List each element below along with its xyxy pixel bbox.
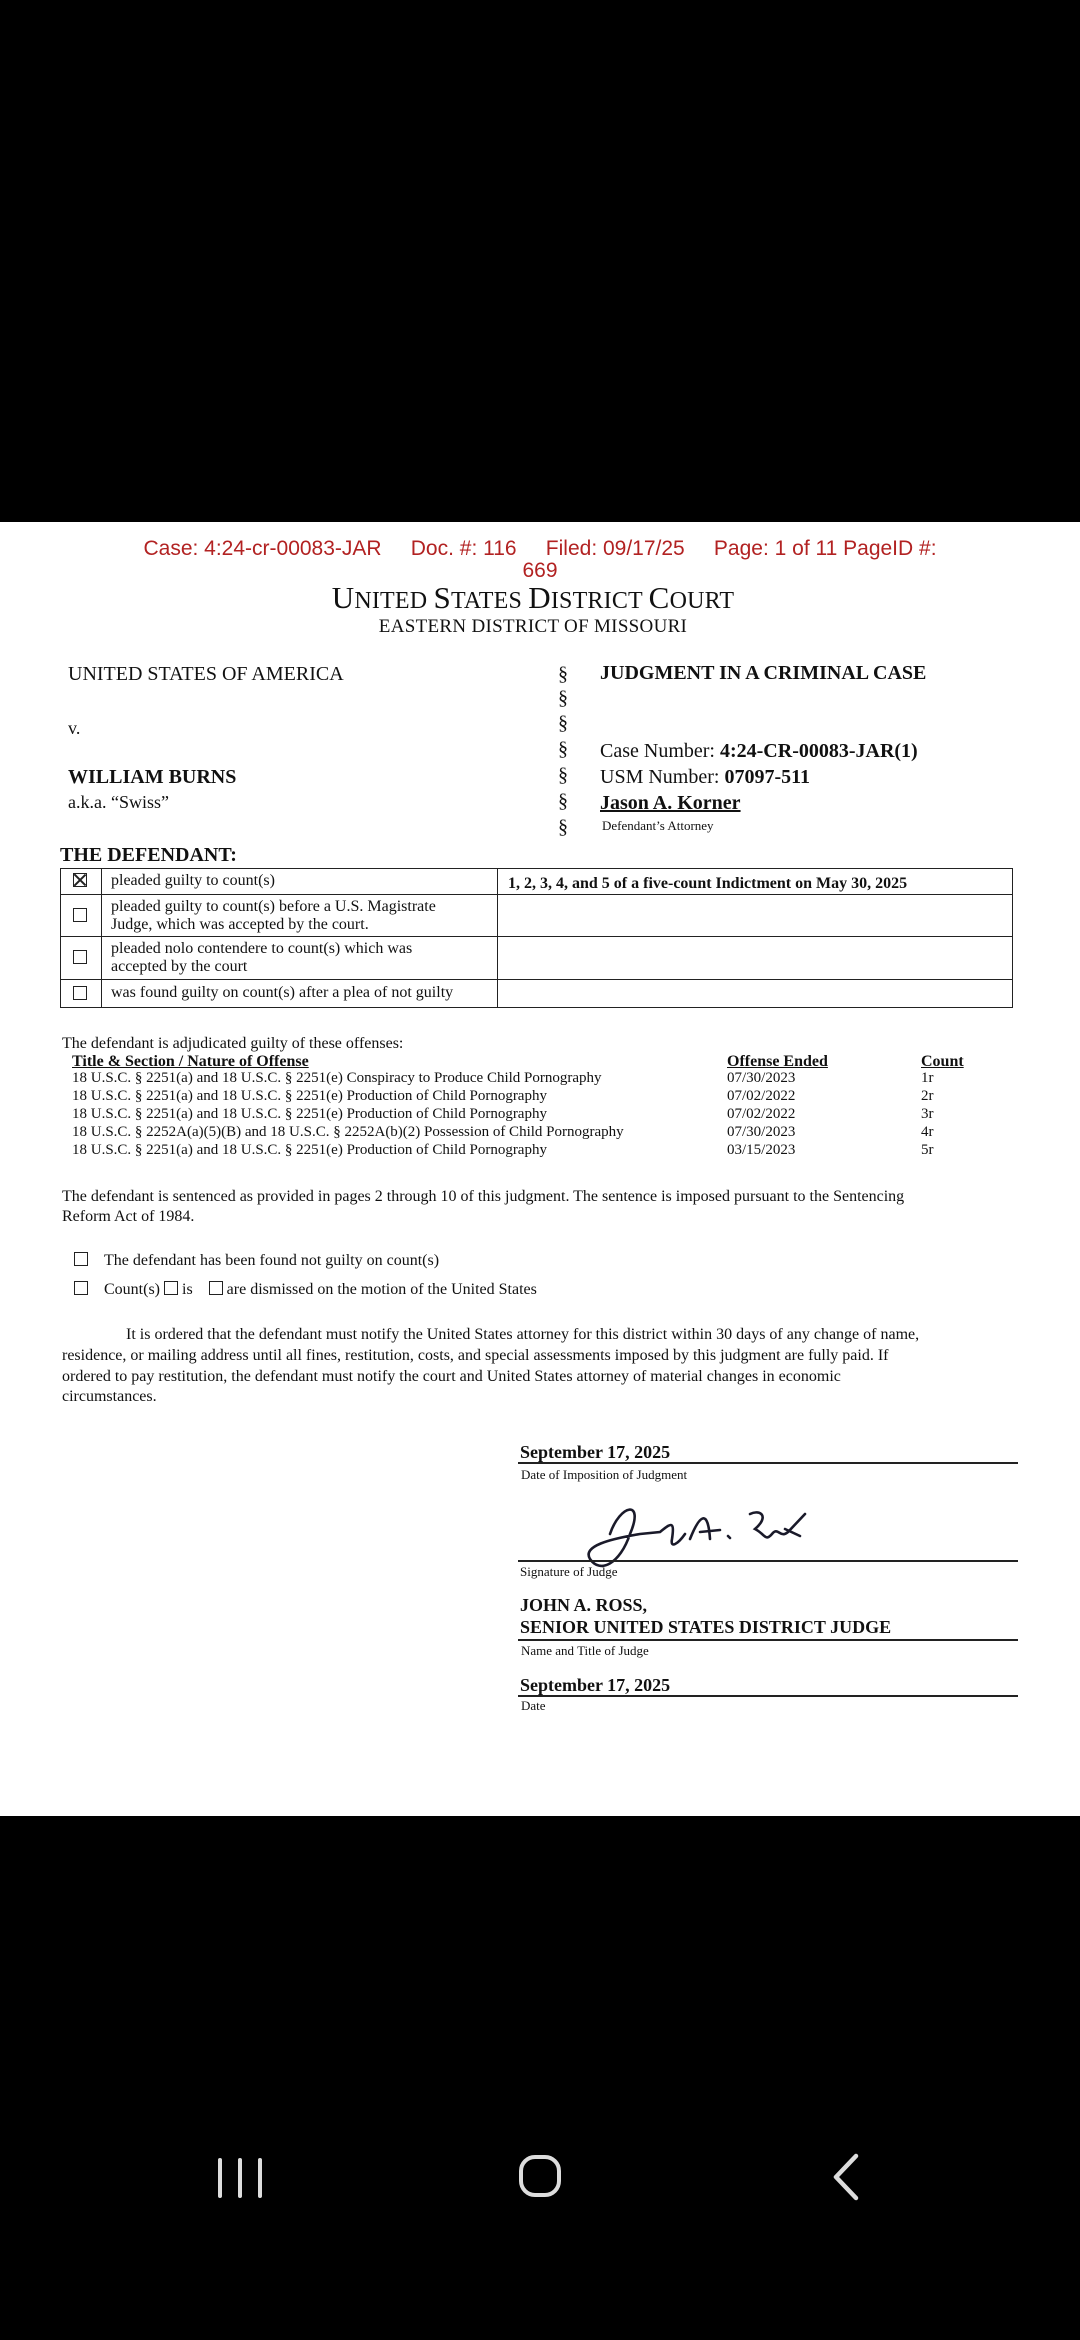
section-symbol: § — [558, 790, 568, 812]
offense-count: 1r — [921, 1070, 934, 1086]
divider — [518, 1639, 1018, 1641]
date-caption: Date — [521, 1698, 546, 1713]
checkbox — [73, 950, 87, 964]
offense-count: 5r — [921, 1142, 934, 1158]
offense-title: 18 U.S.C. § 2251(a) and 18 U.S.C. § 2251(e) Conspiracy to Produce Child Pornography — [72, 1070, 602, 1086]
versus: v. — [68, 718, 81, 738]
judge-name: JOHN A. ROSS, — [520, 1595, 648, 1615]
section-symbol: § — [558, 663, 568, 685]
home-icon[interactable] — [519, 2155, 561, 2197]
divider — [518, 1695, 1018, 1697]
judgment-date: September 17, 2025 — [520, 1675, 671, 1695]
plea-row: pleaded guilty to count(s) 1, 2, 3, 4, and 5 of a five-count Indictment on May 30, 2025 — [61, 869, 1012, 894]
plea-row: pleaded nolo contendere to count(s) which was accepted by the court — [61, 936, 1012, 979]
recent-apps-icon[interactable] — [218, 2158, 264, 2198]
not-guilty-line: The defendant has been found not guilty on count(s) — [74, 1252, 439, 1270]
attorney-caption: Defendant’s Attorney — [602, 818, 714, 833]
checkbox — [74, 1252, 88, 1266]
offense-title: 18 U.S.C. § 2251(a) and 18 U.S.C. § 2251(e) Production of Child Pornography — [72, 1106, 547, 1122]
offense-count: 4r — [921, 1124, 934, 1140]
col-count-header: Count — [921, 1053, 964, 1070]
back-icon[interactable] — [826, 2152, 866, 2202]
checked-checkbox — [73, 873, 87, 887]
document-page — [0, 522, 1080, 1816]
defense-attorney: Jason A. Korner — [600, 792, 741, 814]
section-symbol: § — [558, 764, 568, 786]
offense-title: 18 U.S.C. § 2252A(a)(5)(B) and 18 U.S.C. § 2252A(b)(2) Possession of Child Pornography — [72, 1124, 624, 1140]
defendant-heading: THE DEFENDANT: — [60, 844, 237, 866]
sentence-text: Reform Act of 1984. — [62, 1208, 195, 1225]
signature-caption: Signature of Judge — [520, 1564, 618, 1579]
plea-row: was found guilty on count(s) after a plea of not guilty — [61, 979, 1012, 1007]
checkbox — [73, 986, 87, 1000]
imposition-caption: Date of Imposition of Judgment — [521, 1467, 688, 1482]
offense-count: 3r — [921, 1106, 934, 1122]
usm-number-line: USM Number: 07097-511 — [600, 766, 811, 788]
offense-ended: 07/30/2023 — [727, 1124, 796, 1140]
col-ended-header: Offense Ended — [727, 1053, 828, 1070]
offense-ended: 03/15/2023 — [727, 1142, 796, 1158]
order-text: circumstances. — [62, 1388, 157, 1405]
usm-number: 07097-511 — [724, 766, 811, 788]
court-district: EASTERN DISTRICT OF MISSOURI — [378, 616, 688, 637]
checkbox — [74, 1281, 88, 1295]
checkbox — [73, 908, 87, 922]
filing-header — [0, 538, 1080, 560]
imposition-date: September 17, 2025 — [520, 1442, 671, 1462]
checkbox — [209, 1281, 223, 1295]
pageid-stamp: 669 — [522, 559, 558, 582]
page-stamp: Page: 1 of 11 PageID #: — [713, 537, 937, 560]
col-title-header: Title & Section / Nature of Offense — [72, 1053, 309, 1070]
section-symbol: § — [558, 816, 568, 838]
offense-ended: 07/02/2022 — [727, 1088, 796, 1104]
section-symbol: § — [558, 687, 568, 709]
filed-stamp: Filed: 09/17/25 — [545, 537, 685, 560]
doc-stamp: Doc. #: 116 — [410, 537, 517, 560]
case-stamp: Case: 4:24-cr-00083-JAR — [143, 537, 382, 560]
judge-title: SENIOR UNITED STATES DISTRICT JUDGE — [520, 1617, 892, 1637]
plea-counts: 1, 2, 3, 4, and 5 of a five-count Indictment on May 30, 2025 — [508, 875, 908, 892]
section-symbol: § — [558, 738, 568, 760]
defendant-aka: a.k.a. “Swiss” — [68, 792, 169, 812]
name-caption: Name and Title of Judge — [521, 1643, 649, 1658]
dismissed-line: Count(s) is are dismissed on the motion of the United States — [74, 1281, 537, 1299]
plaintiff-name: UNITED STATES OF AMERICA — [68, 663, 344, 685]
offense-title: 18 U.S.C. § 2251(a) and 18 U.S.C. § 2251(e) Production of Child Pornography — [72, 1142, 547, 1158]
divider — [518, 1462, 1018, 1464]
case-number: 4:24-CR-00083-JAR(1) — [719, 740, 918, 762]
offense-count: 2r — [921, 1088, 934, 1104]
order-text: ordered to pay restitution, the defendant must notify the court and United States attorney of material changes in economic — [62, 1368, 841, 1385]
plea-row: pleaded guilty to count(s) before a U.S. Magistrate Judge, which was accepted by the court. — [61, 894, 1012, 936]
offense-title: 18 U.S.C. § 2251(a) and 18 U.S.C. § 2251(e) Production of Child Pornography — [72, 1088, 547, 1104]
case-number-line: Case Number: 4:24-CR-00083-JAR(1) — [600, 740, 918, 762]
signature-line — [518, 1560, 1018, 1562]
section-symbol: § — [558, 712, 568, 734]
plea-table — [60, 868, 1013, 1008]
offenses-intro: The defendant is adjudicated guilty of these offenses: — [62, 1035, 404, 1052]
order-text: It is ordered that the defendant must notify the United States attorney for this district within 30 days of any change of name, — [126, 1326, 920, 1343]
sentence-text: The defendant is sentenced as provided in pages 2 through 10 of this judgment. The sentence is imposed pursuant to the Sentencing — [62, 1188, 905, 1205]
defendant-name: WILLIAM BURNS — [68, 766, 237, 788]
offense-ended: 07/02/2022 — [727, 1106, 796, 1122]
offense-ended: 07/30/2023 — [727, 1070, 796, 1086]
checkbox — [164, 1281, 178, 1295]
judgment-title: JUDGMENT IN A CRIMINAL CASE — [600, 662, 927, 684]
court-title: UNITED STATES DISTRICT COURT — [331, 580, 735, 615]
order-text: residence, or mailing address until all fines, restitution, costs, and special assessments imposed by this judgment are fully paid. If — [62, 1347, 889, 1364]
